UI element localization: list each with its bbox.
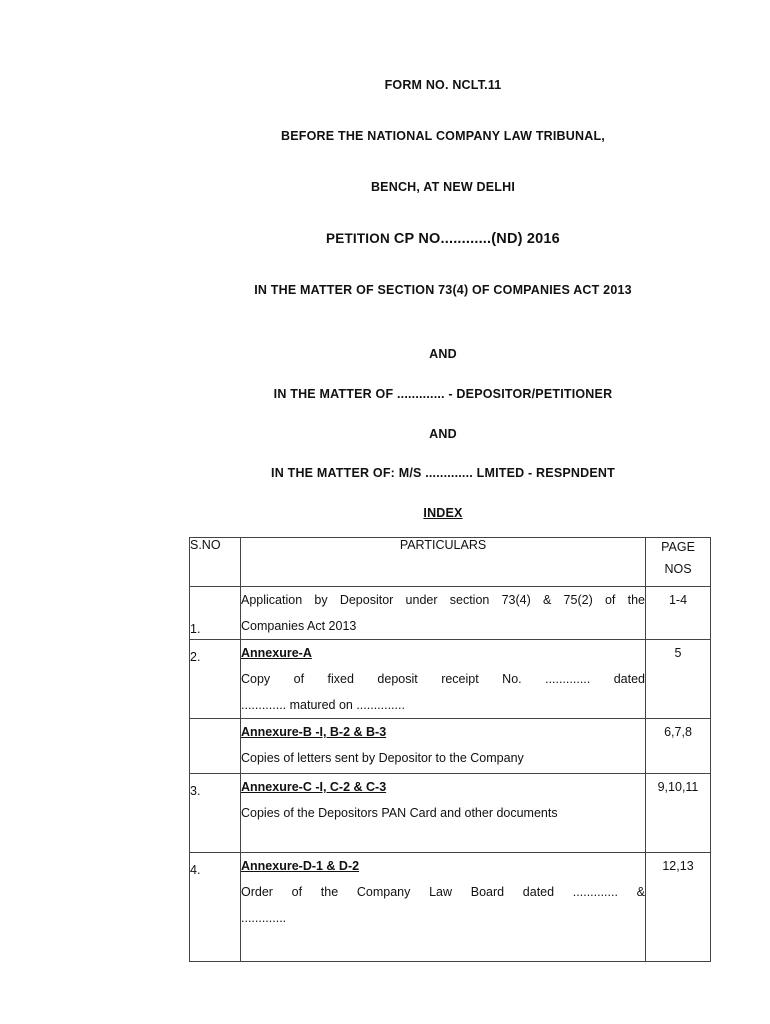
row-particulars-line1: Copies of the Depositors PAN Card and other documents [241, 806, 558, 820]
row-page-nos: 6,7,8 [646, 719, 711, 774]
index-table [189, 537, 711, 962]
row-sno: 3. [190, 774, 241, 853]
matter-respondent-heading: IN THE MATTER OF: M/S ............. LMITED - RESPNDENT [271, 466, 615, 480]
matter-section-heading: IN THE MATTER OF SECTION 73(4) OF COMPANIES ACT 2013 [254, 283, 632, 297]
column-header-page-line2: NOS [664, 562, 692, 576]
and-separator-2: AND [429, 427, 457, 441]
petition-heading [0, 231, 770, 247]
column-header-sno: S.NO [190, 538, 241, 587]
and-separator-1: AND [429, 347, 457, 361]
row-particulars-line2: ............. matured on .............. [241, 698, 405, 712]
row-page-nos: 12,13 [646, 853, 711, 962]
row-particulars [241, 719, 646, 774]
table-row [190, 774, 711, 853]
table-row [190, 853, 711, 962]
table-row [190, 640, 711, 719]
row-annexure-label: Annexure-C -I, C-2 & C-3 [241, 780, 387, 794]
column-header-page-line1: PAGE [661, 540, 695, 554]
table-row [190, 587, 711, 640]
row-annexure-label: Annexure-B -I, B-2 & B-3 [241, 725, 387, 739]
row-particulars [241, 587, 646, 640]
table-row [190, 719, 711, 774]
table-header-row [190, 538, 711, 587]
row-particulars-line1: Order of the Company Law Board dated ............. & [241, 885, 645, 899]
petition-number: CP NO............(ND) 2016 [393, 231, 560, 247]
row-page-nos: 5 [646, 640, 711, 719]
row-sno: 2. [190, 640, 241, 719]
bench-heading: BENCH, AT NEW DELHI [370, 180, 516, 194]
column-header-particulars: PARTICULARS [241, 538, 646, 587]
index-title: INDEX [423, 506, 463, 520]
row-particulars [241, 774, 646, 853]
form-number: FORM NO. NCLT.11 [384, 78, 502, 92]
row-particulars-line1: Application by Depositor under section 73(4) & 75(2) of the [241, 593, 645, 607]
tribunal-heading: BEFORE THE NATIONAL COMPANY LAW TRIBUNAL, [281, 129, 605, 143]
column-header-page-nos [646, 538, 711, 587]
row-annexure-label: Annexure-D-1 & D-2 [241, 859, 360, 873]
row-particulars [241, 640, 646, 719]
row-particulars-line1: Copies of letters sent by Depositor to the Company [241, 751, 524, 765]
row-page-nos: 9,10,11 [646, 774, 711, 853]
row-particulars-line2: ............. [241, 911, 287, 925]
row-page-nos: 1-4 [646, 587, 711, 640]
row-particulars-line1: Copy of fixed deposit receipt No. ............. dated [241, 672, 645, 686]
petition-prefix: PETITION [326, 231, 390, 246]
matter-petitioner-heading: IN THE MATTER OF ............. - DEPOSITOR/PETITIONER [273, 387, 613, 401]
row-annexure-label: Annexure-A [241, 646, 312, 660]
row-sno [190, 719, 241, 774]
row-particulars [241, 853, 646, 962]
row-particulars-line2: Companies Act 2013 [241, 619, 357, 633]
row-sno: 1. [190, 587, 241, 640]
row-sno: 4. [190, 853, 241, 962]
